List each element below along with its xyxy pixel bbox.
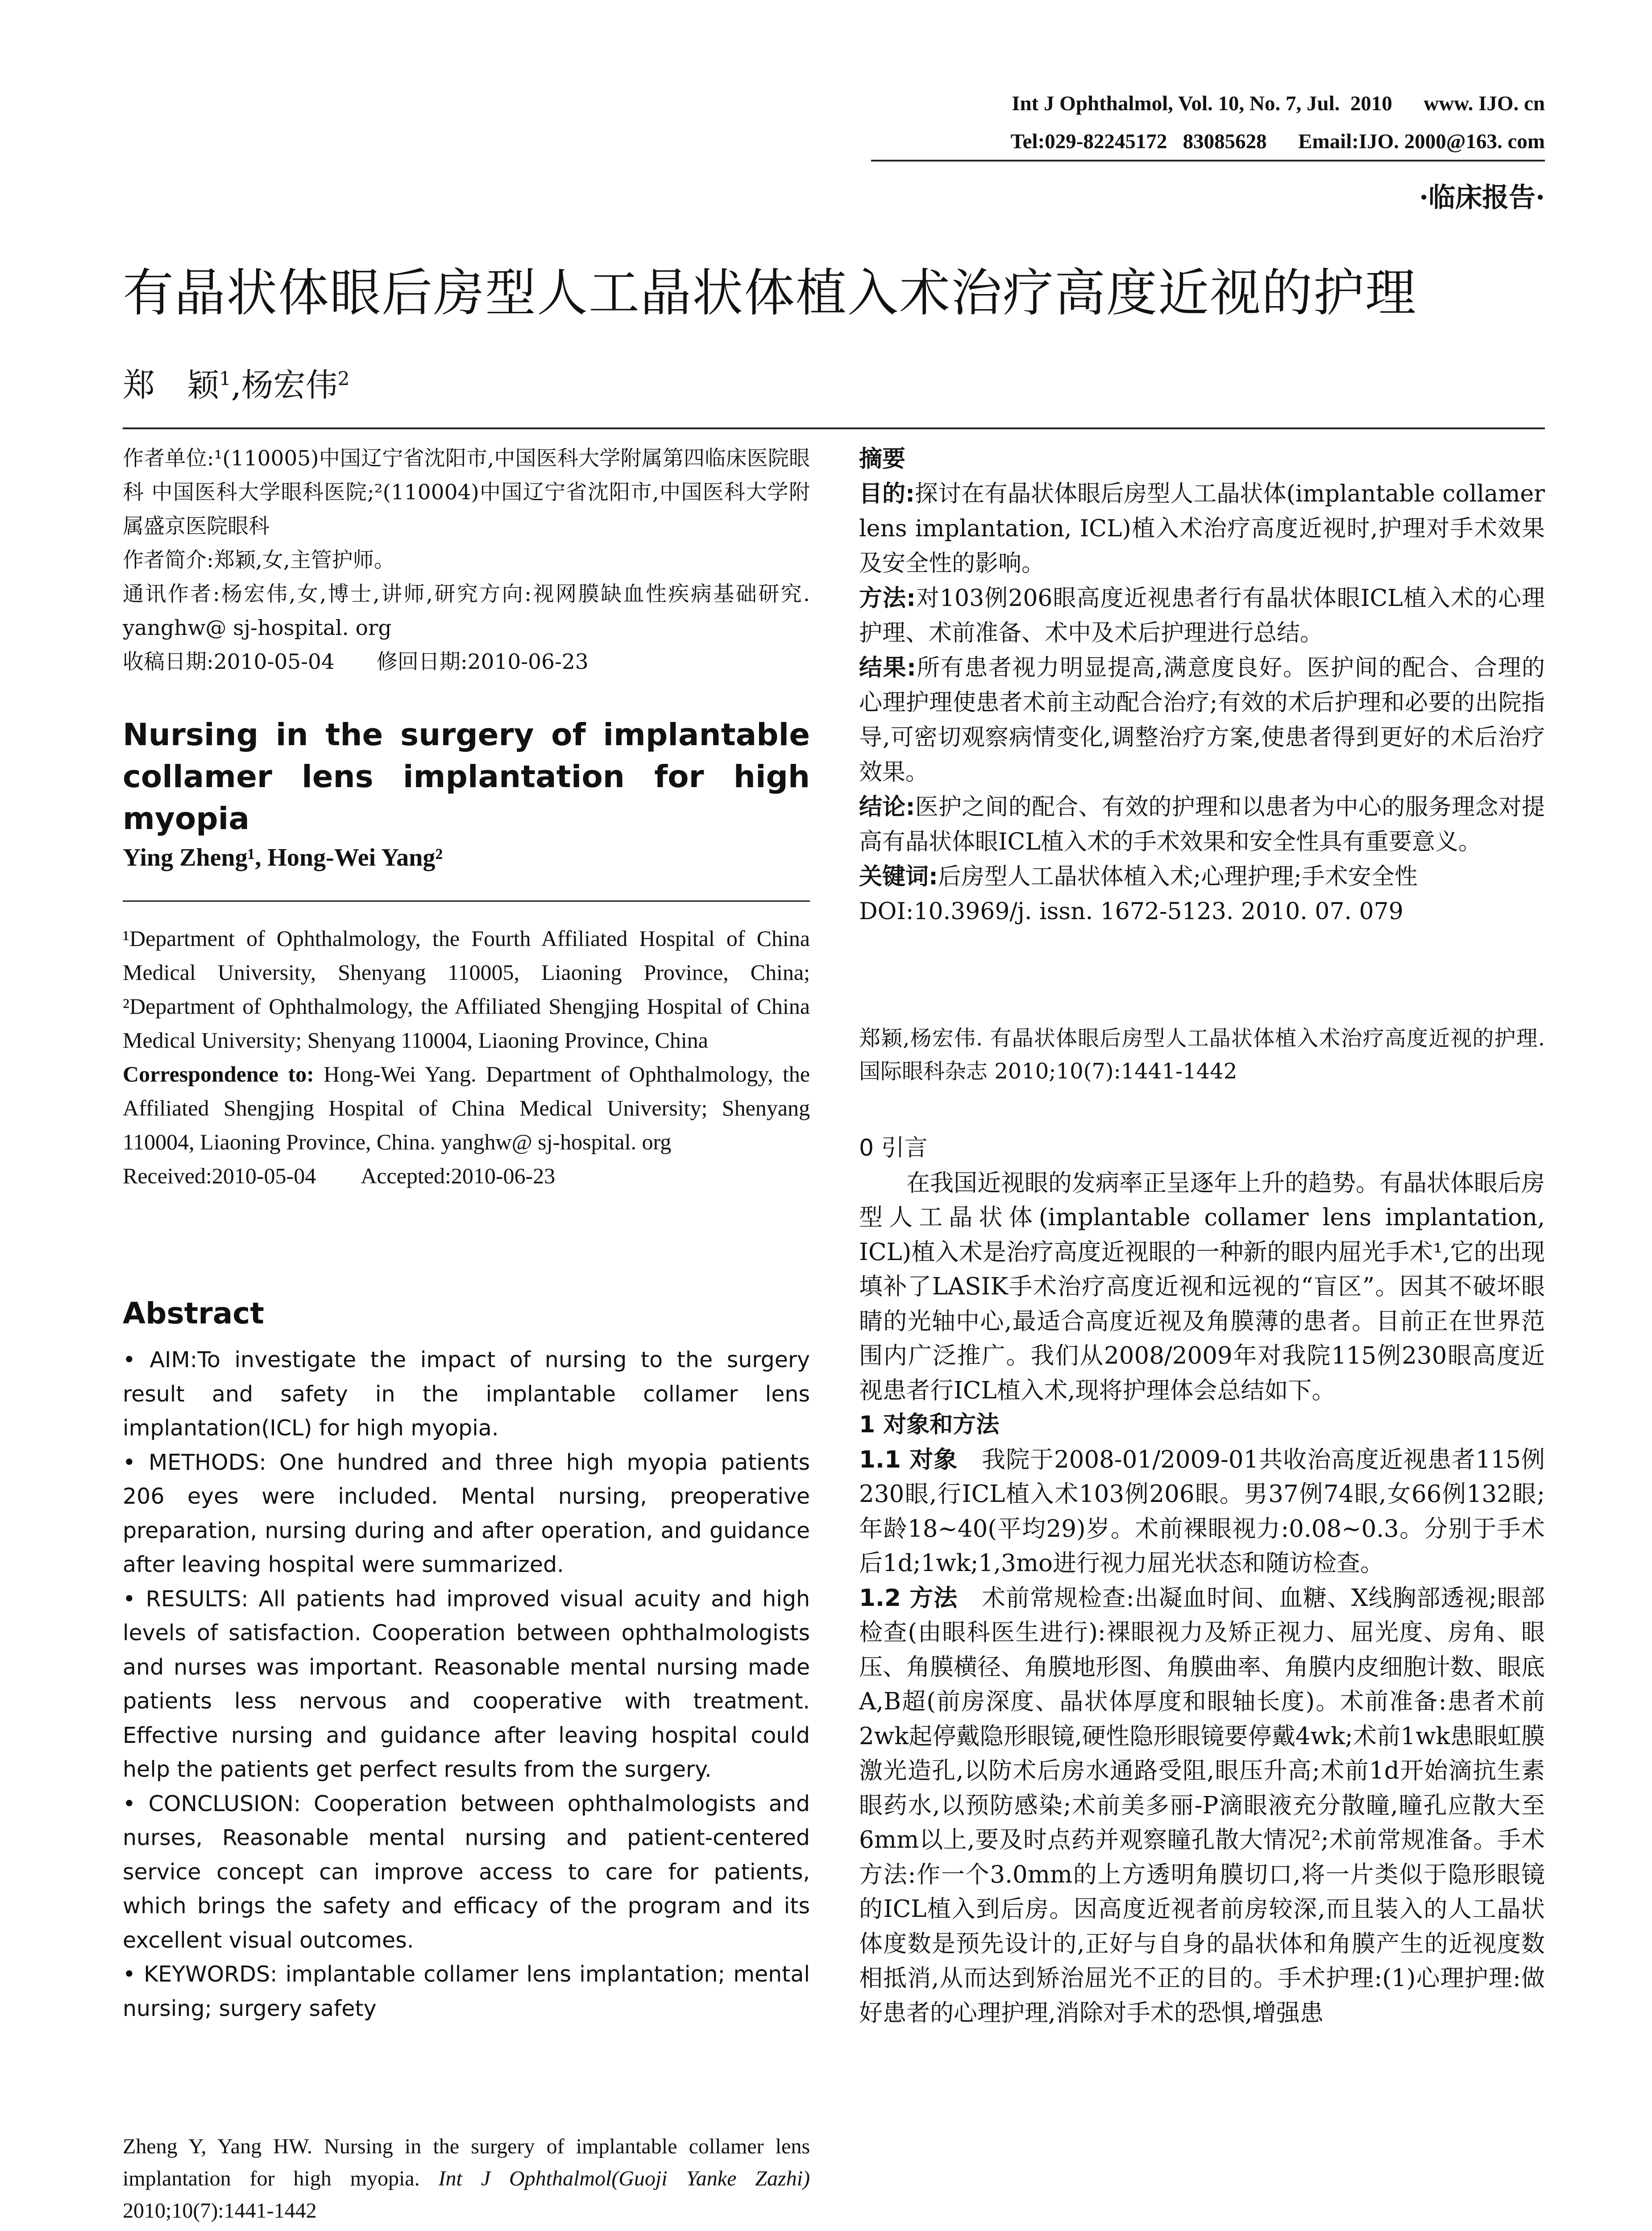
subjects-paragraph (859, 1443, 1545, 1581)
correspondence-label: Correspondence to: (123, 1062, 314, 1086)
citation-en-authors: Zheng Y, Yang HW. Nursing in the surgery of implantable collamer lens implantation for high myopia. (123, 2135, 810, 2190)
title-rule (123, 427, 1545, 429)
abstract-results: • RESULTS: All patients had improved visual acuity and high levels of satisfaction. Cooperation between ophthalmologists and nurses was important. Reasonable mental nursing made patients less nervous and cooperative with treatment. Effective nursing and guidance after leaving hospital could help the patients get perfect results from the surgery. (123, 1586, 810, 1782)
label-aim: 目的: (859, 481, 915, 507)
text-methods: 对103例206眼高度近视患者行有晶状体眼ICL植入术的心理护理、术前准备、术中及术后护理进行总结。 (859, 585, 1545, 647)
methods-paragraph (859, 1581, 1545, 2031)
title-en: Nursing in the surgery of implantable collamer lens implantation for high myopia (123, 717, 810, 837)
abstract-conclusion: • CONCLUSION: Cooperation between ophthalmologists and nurses, Reasonable mental nursing and patient-centered service concept can improve access to care for patients, which brings the safety and efficacy of the program and its excellent visual outcomes. (123, 1791, 810, 1953)
heading-intro: 0 引言 (859, 1135, 928, 1161)
text-aim: 探讨在有晶状体眼后房型人工晶状体(implantable collamer lens implantation, ICL)植入术治疗高度近视时,护理对手术效果及安全性的影响。 (859, 481, 1545, 577)
text-results: 所有患者视力明显提高,满意度良好。医护间的配合、合理的心理护理使患者术前主动配合治疗;有效的术后护理和必要的出院指导,可密切观察病情变化,调整治疗方案,使患者得到更好的术后治疗效果。 (859, 655, 1545, 786)
citation-en-journal: Int J Ophthalmol(Guoji Yanke Zazhi) (438, 2167, 810, 2190)
author-affil-mark: 1 (219, 368, 231, 390)
running-header-journal: Int J Ophthalmol, Vol. 10, No. 7, Jul. 2010 www. IJO. cn (1012, 92, 1545, 115)
abstract-cn (859, 442, 1545, 929)
authors-cn (123, 359, 349, 406)
affiliation-block-en (123, 921, 810, 1193)
header-rule (871, 160, 1545, 162)
received-dates-en: Received:2010-05-04 Accepted:2010-06-23 (123, 1163, 556, 1188)
text-conclusion: 医护之间的配合、有效的护理和以患者为中心的服务理念对提高有晶状体眼ICL植入术的手术效果和安全性具有重要意义。 (859, 794, 1545, 855)
author-name: ,杨宏伟 (231, 366, 338, 404)
label-keywords: 关键词: (859, 863, 938, 890)
doi: DOI:10.3969/j. issn. 1672-5123. 2010. 07. 079 (859, 898, 1403, 925)
subsection-1-1: 1.1 对象 (859, 1446, 958, 1473)
correspondence-text: Hong-Wei Yang. Department of Ophthalmology, the Affiliated Shengjing Hospital of China Medical University; Shenyang 110004, Liaoning Province, China. yanghw@ sj-hospital. org (123, 1062, 810, 1154)
title-cn: 有晶状体眼后房型人工晶状体植入术治疗高度近视的护理 (123, 263, 1417, 323)
methods-text: 术前常规检查:出凝血时间、血糖、X线胸部透视;眼部检查(由眼科医生进行):裸眼视力及矫正视力、屈光度、房角、眼压、角膜横径、角膜地形图、角膜曲率、角膜内皮细胞计数、眼底A,B超(前房深度、晶状体厚度和眼轴长度)。术前准备:患者术前2wk起停戴隐形眼镜,硬性隐形眼镜要停戴4wk;术前1wk患眼虹膜激光造孔,以防术后房水通路受阻,眼压升高;术前1d开始滴抗生素眼药水,以预防感染;术前美多丽-P滴眼液充分散瞳,瞳孔应散大至6mm以上,要及时点药并观察瞳孔散大情况²;术前常规准备。手术方法:作一个3.0mm的上方透明角膜切口,将一片类似于隐形眼镜的ICL植入到后房。因高度近视者前房较深,而且装入的人工晶状体度数是预先设计的,正好与自身的晶状体和角膜产生的近视度数相抵消,从而达到矫治屈光不正的目的。手术护理:(1)心理护理:做好患者的心理护理,消除对手术的恐惧,增强患 (859, 1584, 1545, 2027)
intro-paragraph: 在我国近视眼的发病率正呈逐年上升的趋势。有晶状体眼后房型人工晶状体(implantable collamer lens implantation, ICL)植入术是治疗高度近视眼的一种新的眼内屈光手术¹,它的出现填补了LASIK手术治疗高度近视和远视的“盲区”。因其不破坏眼睛的光轴中心,最适合高度近视及角膜薄的患者。目前正在世界范围内广泛推广。我们从2008/2009年对我院115例230眼高度近视患者行ICL植入术,现将护理体会总结如下。 (859, 1169, 1545, 1404)
abstract-cn-keywords (859, 859, 1545, 894)
affiliation-en: ¹Department of Ophthalmology, the Fourth Affiliated Hospital of China Medical University, Shenyang 110005, Liaoning Province, China; ²Department of Ophthalmology, the Affiliated Shengjing Hospital of China Medical University; Shenyang 110004, Liaoning Province, China (123, 926, 810, 1053)
citation-en-volume: 2010;10(7):1441-1442 (123, 2199, 317, 2223)
author-name: 郑 颖 (123, 366, 220, 404)
section-tag: ·临床报告· (1419, 182, 1545, 213)
authors-rule (123, 900, 810, 902)
abstract-cn-methods (859, 581, 1545, 651)
heading-subjects-methods: 1 对象和方法 (859, 1411, 1000, 1438)
abstract-methods: • METHODS: One hundred and three high myopia patients 206 eyes were included. Mental nursing, preoperative preparation, nursing during and after operation, and guidance after leaving hospital were summarized. (123, 1449, 810, 1577)
citation-en (123, 2131, 810, 2227)
abstract-cn-aim (859, 477, 1545, 581)
corresponding-author: 通讯作者:杨宏伟,女,博士,讲师,研究方向:视网膜缺血性疾病基础研究. yanghw@ sj-hospital. org (123, 582, 810, 640)
abstract-heading-cn: 摘要 (859, 446, 906, 473)
author-info-block (123, 442, 810, 679)
label-methods: 方法: (859, 585, 916, 612)
author-affil-mark: 2 (337, 368, 350, 390)
author-units: 作者单位:¹(110005)中国辽宁省沈阳市,中国医科大学附属第四临床医院眼科 中国医科大学眼科医院;²(110004)中国辽宁省沈阳市,中国医科大学附属盛京医院眼科 (123, 446, 810, 539)
abstract-aim: • AIM:To investigate the impact of nursing to the surgery result and safety in the implantable collamer lens implantation(ICL) for high myopia. (123, 1347, 810, 1441)
abstract-en (123, 1343, 810, 2026)
subsection-1-2: 1.2 方法 (859, 1584, 958, 1612)
citation-cn: 郑颖,杨宏伟. 有晶状体眼后房型人工晶状体植入术治疗高度近视的护理. 国际眼科杂志 2010;10(7):1441-1442 (859, 1026, 1545, 1084)
label-conclusion: 结论: (859, 794, 915, 821)
abstract-cn-results (859, 651, 1545, 790)
received-dates-cn: 收稿日期:2010-05-04 修回日期:2010-06-23 (123, 650, 589, 674)
author-bio: 作者简介:郑颖,女,主管护师。 (123, 548, 395, 572)
abstract-heading-en: Abstract (123, 1296, 264, 1331)
subjects-text: 我院于2008-01/2009-01共收治高度近视患者115例230眼,行ICL植入术103例206眼。男37例74眼,女66例132眼;年龄18~40(平均29)岁。术前裸眼视力:0.08~0.3。分别于手术后1d;1wk;1,3mo进行视力屈光状态和随访检查。 (859, 1446, 1545, 1577)
abstract-keywords: • KEYWORDS: implantable collamer lens implantation; mental nursing; surgery safety (123, 1961, 810, 2021)
authors-en: Ying Zheng¹, Hong-Wei Yang² (123, 844, 443, 871)
text-keywords: 后房型人工晶状体植入术;心理护理;手术安全性 (938, 863, 1418, 890)
running-header-contact: Tel:029-82245172 83085628 Email:IJO. 2000@163. com (1010, 130, 1545, 153)
label-results: 结果: (859, 655, 916, 681)
abstract-cn-conclusion (859, 790, 1545, 859)
body-text (859, 1131, 1545, 2030)
correspondence-en (123, 1057, 810, 1159)
